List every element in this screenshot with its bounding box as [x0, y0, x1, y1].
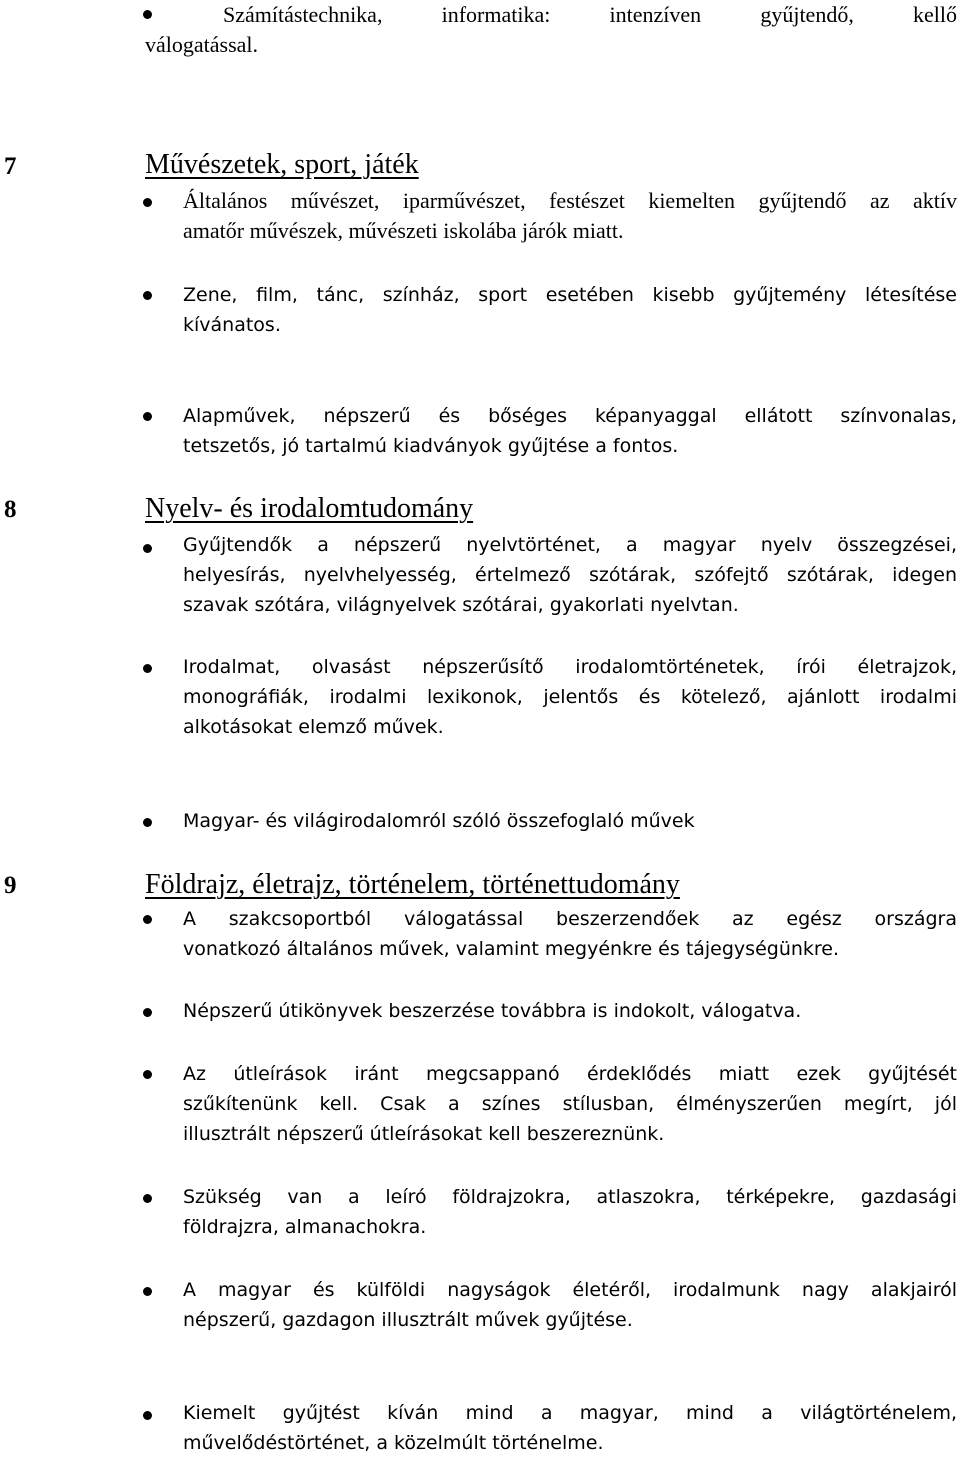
item-line: monográfiák, irodalmi lexikonok, jelentős és kötelező, ajánlott irodalmi — [183, 686, 957, 708]
item-line: Magyar- és világirodalomról szóló összefoglaló művek — [183, 810, 695, 832]
item-line: tetszetős, jó tartalmú kiadványok gyűjtése a fontos. — [183, 435, 679, 457]
bullet-icon — [143, 1287, 152, 1296]
item-line: válogatással. — [145, 32, 259, 57]
item-line: Alapművek, népszerű és bőséges képanyaggal ellátott színvonalas, — [183, 405, 957, 427]
section-heading: Földrajz, életrajz, történelem, történettudomány — [145, 869, 680, 900]
item-line: helyesírás, nyelvhelyesség, értelmező szótárak, szófejtő szótárak, idegen — [183, 564, 957, 586]
item-line: Gyűjtendők a népszerű nyelvtörténet, a magyar nyelv összegzései, — [183, 534, 957, 556]
list-item — [183, 1398, 957, 1458]
item-line: földrajzra, almanachokra. — [183, 1216, 427, 1238]
section-heading: Művészetek, sport, játék — [145, 149, 419, 180]
item-line: Számítástechnika, informatika: intenzíven gyűjtendő, kellő — [223, 2, 957, 27]
item-line: vonatkozó általános művek, valamint megyénkre és tájegységünkre. — [183, 938, 840, 960]
bullet-icon — [143, 1070, 152, 1079]
list-item — [145, 0, 957, 60]
item-line: Irodalmat, olvasást népszerűsítő irodalomtörténetek, írói életrajzok, — [183, 656, 957, 678]
list-item — [183, 401, 957, 461]
item-line: Kiemelt gyűjtést kíván mind a magyar, mind a világtörténelem, — [183, 1402, 957, 1424]
bullet-icon — [143, 198, 152, 207]
section-heading: Nyelv- és irodalomtudomány — [145, 493, 474, 524]
section-number: 7 — [4, 153, 17, 180]
item-line: A magyar és külföldi nagyságok életéről, irodalmunk nagy alakjairól — [183, 1279, 957, 1301]
bullet-icon — [143, 1411, 152, 1420]
list-item — [183, 806, 957, 836]
item-line: szavak szótára, világnyelvek szótárai, gyakorlati nyelvtan. — [183, 594, 739, 616]
item-line: Zene, film, tánc, színház, sport esetében kisebb gyűjtemény létesítése — [183, 284, 957, 306]
bullet-icon — [143, 291, 152, 300]
item-line: szűkítenünk kell. Csak a színes stílusban, élményszerűen megírt, jól — [183, 1093, 957, 1115]
item-line: illusztrált népszerű útleírásokat kell beszereznünk. — [183, 1123, 665, 1145]
list-item — [183, 904, 957, 964]
item-line: Az útleírások iránt megcsappanó érdeklődés miatt ezek gyűjtését — [183, 1063, 957, 1085]
bullet-icon — [143, 1008, 152, 1017]
list-item — [183, 996, 957, 1026]
bullet-icon — [143, 412, 152, 421]
bullet-icon — [143, 664, 152, 673]
list-item — [183, 186, 957, 246]
section-number: 8 — [4, 496, 17, 523]
list-item — [183, 280, 957, 340]
bullet-icon — [143, 818, 152, 827]
list-item — [183, 1059, 957, 1149]
bullet-icon — [143, 544, 152, 553]
item-line: művelődéstörténet, a közelmúlt történelme. — [183, 1432, 604, 1454]
bullet-icon — [143, 1194, 152, 1203]
item-line: népszerű, gazdagon illusztrált művek gyűjtése. — [183, 1309, 633, 1331]
item-line: Szükség van a leíró földrajzokra, atlaszokra, térképekre, gazdasági — [183, 1186, 957, 1208]
list-item — [183, 1275, 957, 1335]
item-line: Általános művészet, iparművészet, festészet kiemelten gyűjtendő az aktív — [183, 188, 957, 213]
bullet-icon — [143, 915, 152, 924]
list-item — [183, 652, 957, 742]
item-line: Népszerű útikönyvek beszerzése továbbra is indokolt, válogatva. — [183, 1000, 802, 1022]
item-line: kívánatos. — [183, 314, 281, 336]
list-item — [183, 530, 957, 620]
item-line: alkotásokat elemző művek. — [183, 716, 444, 738]
item-line: amatőr művészek, művészeti iskolába járók miatt. — [183, 218, 624, 243]
item-line: A szakcsoportból válogatással beszerzendőek az egész országra — [183, 908, 957, 930]
section-number: 9 — [4, 872, 17, 899]
list-item — [183, 1182, 957, 1242]
